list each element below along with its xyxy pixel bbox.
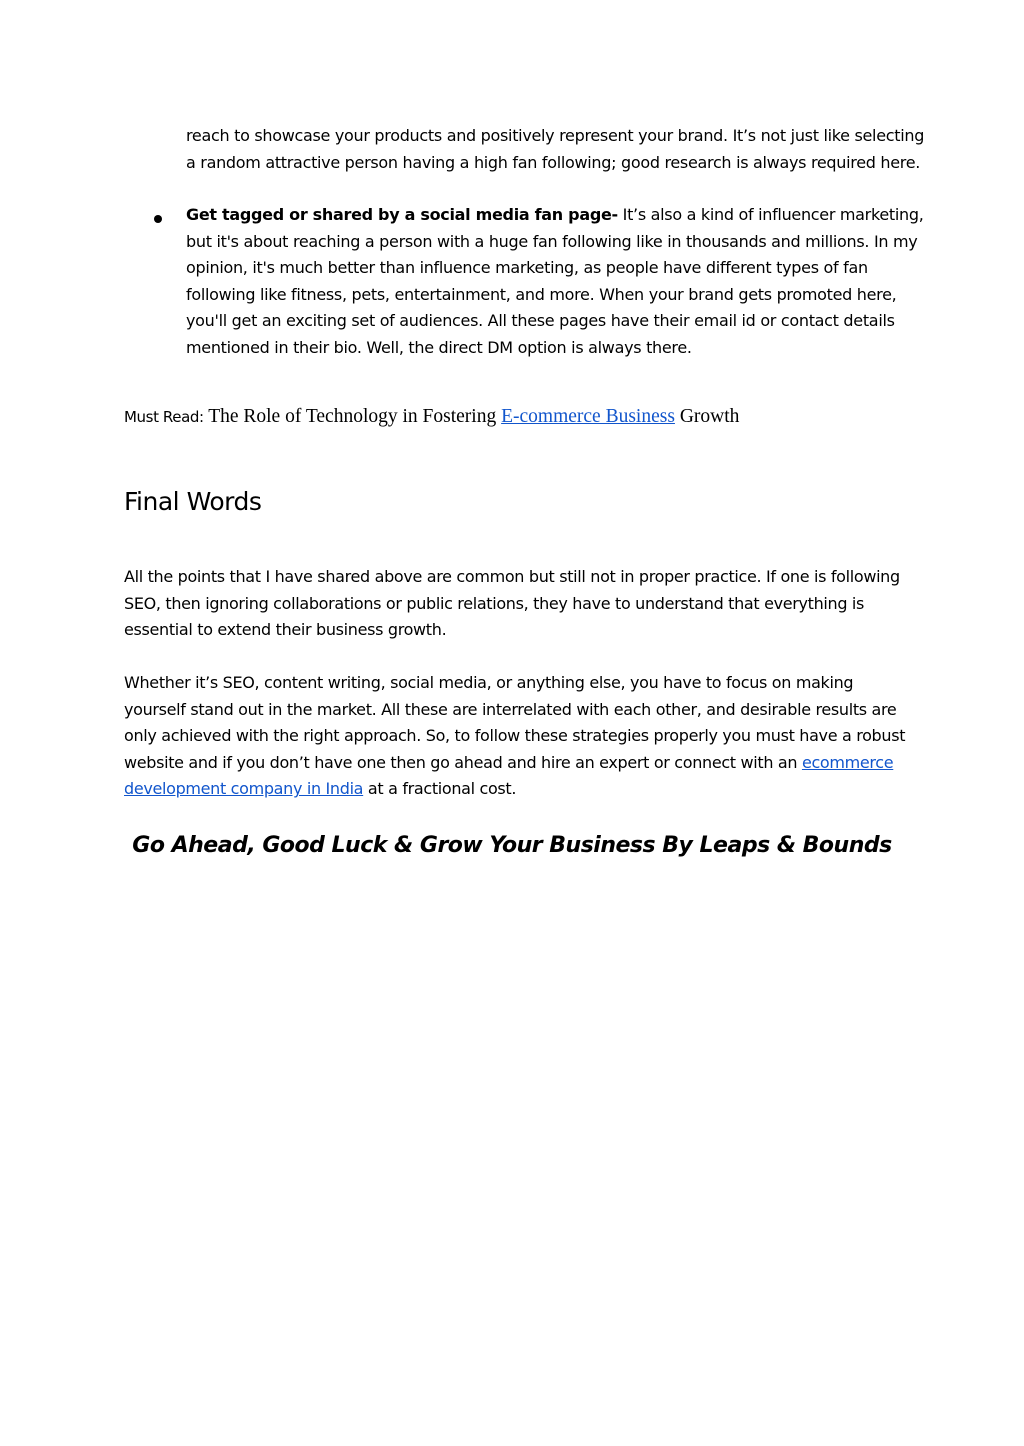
section-heading: Final Words [124, 487, 262, 516]
bullet-icon [154, 215, 162, 223]
bullet-paragraph [186, 202, 926, 362]
closing-tagline: Go Ahead, Good Luck & Grow Your Business By Leaps & Bounds [132, 833, 892, 858]
must-read-label: Must Read: [124, 408, 204, 426]
paragraph-advice-text: Whether it’s SEO, content writing, social media, or anything else, you have to focus on making yourself stand out in the market. All these are interrelated with each other, and desirable results are only achieved with the right approach. So, to follow these strategies properly you must have a robust website and if you don’t have one then go ahead and hire an expert or connect with an [124, 673, 906, 772]
bullet-body-text: It’s also a kind of influencer marketing, but it's about reaching a person with a huge fan following like in thousands and millions. In my opinion, it's much better than influence marketing, as people have different types of fan following like fitness, pets, entertainment, and more. When your brand gets promoted here, you'll get an exciting set of audiences. All these pages have their email id or contact details mentioned in their bio. Well, the direct DM option is always there. [186, 205, 924, 357]
must-read-link[interactable]: E-commerce Business [501, 406, 675, 427]
ecommerce-company-link[interactable]: ecommerce development company in India [124, 752, 894, 799]
bullet-bold-label: Get tagged or shared by a social media fan page- [186, 205, 618, 224]
must-read-line [124, 406, 944, 428]
paragraph-summary: All the points that I have shared above are common but still not in proper practice. If one is following SEO, then ignoring collaborations or public relations, they have to understand that everything is essential to extend their business growth. [124, 567, 900, 640]
paragraph-advice-end: at a fractional cost. [363, 779, 517, 799]
must-read-title-start: The Role of Technology in Fostering [203, 406, 502, 427]
paragraph-advice [124, 670, 914, 803]
must-read-title-end: Growth [674, 406, 740, 427]
continuation-paragraph: reach to showcase your products and positively represent your brand. It’s not just like selecting a random attractive person having a high fan following; good research is always required here. [186, 126, 925, 172]
